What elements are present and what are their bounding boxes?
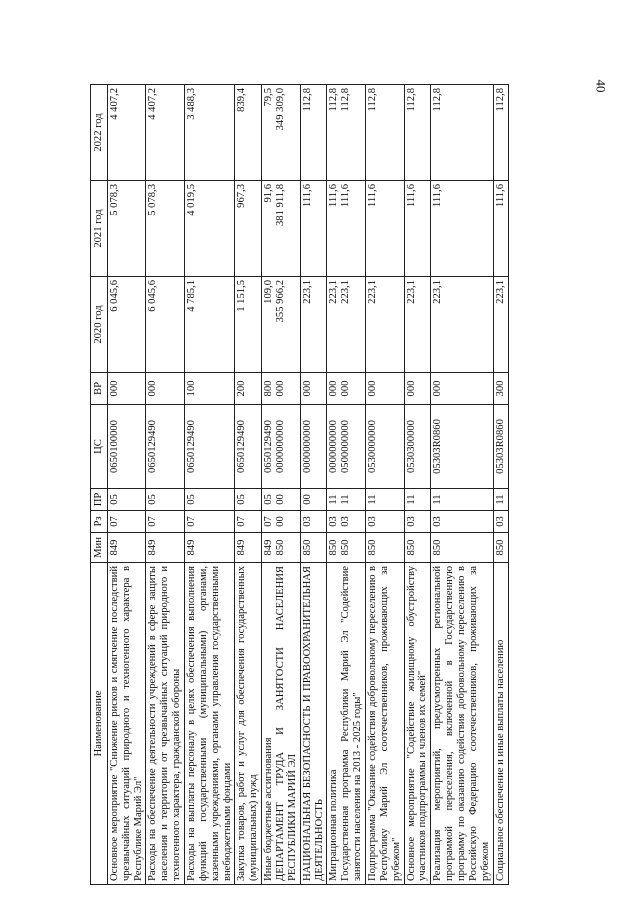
row-vr: 100 [185, 373, 235, 405]
row-vr: 000 [366, 373, 405, 405]
row-2020: 223,1 [328, 280, 340, 304]
row-name: Реализация мероприятий, предусмотренных региональной программой переселения, включенной в Государственную программу по оказанию содействия добровольному переселению в Российскую Федерацию соотечественников, проживающих за рубежом [431, 563, 493, 885]
row-2020: 355 966,2 [275, 280, 287, 323]
row-min: 850 [275, 539, 287, 556]
row-2020: 223,1 [404, 277, 431, 373]
row-rz: 03 [404, 511, 431, 533]
row-2021: 5 078,3 [107, 181, 146, 277]
row-min: 849 [146, 533, 185, 563]
header-vr: ВР [91, 373, 108, 405]
header-2022: 2022 год [91, 85, 108, 181]
row-pr: 00 [300, 489, 327, 511]
header-cs: ЦС [91, 405, 108, 489]
row-2022: 112,8 [340, 88, 352, 112]
row-name: НАЦИОНАЛЬНАЯ БЕЗОПАСНОСТЬ И ПРАВООХРАНИТЕЛЬНАЯ ДЕЯТЕЛЬНОСТЬ [300, 563, 327, 885]
row-pr: 05 [107, 489, 146, 511]
row-2021: 4 019,5 [185, 181, 235, 277]
row-pr-group [327, 489, 366, 511]
budget-table [90, 84, 509, 885]
row-2021: 967,3 [235, 181, 262, 277]
row-2020: 109,0 [263, 280, 275, 304]
row-name-group [327, 563, 366, 885]
row-rz: 07 [146, 511, 185, 533]
row-2020: 6 045,6 [146, 277, 185, 373]
row-cs: 0650129490 [185, 405, 235, 489]
table-row [107, 85, 146, 885]
row-name: Социальное обеспечение и иные выплаты населению [493, 563, 508, 885]
row-vr: 000 [431, 373, 493, 405]
header-name: Наименование [91, 563, 108, 885]
row-pr: 11 [366, 489, 405, 511]
row-pr: 05 [146, 489, 185, 511]
table-row [185, 85, 235, 885]
row-min: 850 [493, 533, 508, 563]
row-pr: 05 [235, 489, 262, 511]
row-cs: 0650129490 [146, 405, 185, 489]
row-name: Подпрограмма "Оказание содействия добровольному переселению в Республику Марий Эл соотечественников, проживающих за рубежом" [366, 563, 405, 885]
row-2022: 4 407,2 [146, 85, 185, 181]
row-2020: 223,1 [366, 277, 405, 373]
row-rz: 07 [263, 516, 275, 527]
row-2020: 6 045,6 [107, 277, 146, 373]
row-cs: 0650129490 [263, 420, 275, 473]
row-pr: 05 [263, 494, 275, 505]
row-2022-group [327, 85, 366, 181]
row-2021-group [327, 181, 366, 277]
row-min-group [262, 533, 301, 563]
row-min: 850 [328, 539, 340, 556]
row-name: Основное мероприятие "Содействие жилищному обустройству участников подпрограммы и членов их семей" [404, 563, 431, 885]
row-2020: 223,1 [340, 280, 352, 304]
row-2021: 111,6 [431, 181, 493, 277]
row-cs: 0000000000 [275, 420, 287, 473]
row-min: 849 [185, 533, 235, 563]
row-2021: 5 078,3 [146, 181, 185, 277]
header-rz: Рз [91, 511, 108, 533]
row-2021: 381 911,8 [275, 184, 287, 226]
row-cs-group [327, 405, 366, 489]
row-name: Основное мероприятие "Снижение рисков и смягчение последствий чрезвычайных ситуаций природного и техногенного характера в Республике Марий Эл" [107, 563, 146, 885]
row-rz: 07 [235, 511, 262, 533]
row-2021: 111,6 [404, 181, 431, 277]
row-2022: 112,8 [431, 85, 493, 181]
table-row-group [327, 85, 366, 885]
header-2021: 2021 год [91, 181, 108, 277]
row-pr: 11 [328, 494, 340, 505]
row-name: Государственная программа Республики Марий Эл "Содействие занятости населения на 2013 - 2025 годы" [340, 566, 364, 881]
header-2020: 2020 год [91, 277, 108, 373]
row-min: 849 [107, 533, 146, 563]
table-row [300, 85, 327, 885]
row-2022: 112,8 [328, 88, 340, 112]
row-min: 850 [300, 533, 327, 563]
row-cs: 0530300000 [404, 405, 431, 489]
row-2021: 111,6 [366, 181, 405, 277]
row-2022: 4 407,2 [107, 85, 146, 181]
row-vr: 000 [404, 373, 431, 405]
row-cs: 0650129490 [235, 405, 262, 489]
row-cs: 05303R0860 [431, 405, 493, 489]
row-min: 850 [404, 533, 431, 563]
row-2022: 349 309,0 [275, 88, 287, 131]
row-2022: 112,8 [404, 85, 431, 181]
table-row [431, 85, 493, 885]
row-pr-group [262, 489, 301, 511]
header-min: Мин [91, 533, 108, 563]
table-row-group [262, 85, 301, 885]
row-vr: 000 [107, 373, 146, 405]
row-rz: 03 [300, 511, 327, 533]
row-min: 850 [340, 539, 352, 556]
row-2022: 112,8 [493, 85, 508, 181]
row-rz-group [327, 511, 366, 533]
page-number: 40 [593, 79, 609, 93]
row-cs: 0650100000 [107, 405, 146, 489]
row-rz: 03 [493, 511, 508, 533]
row-2021: 111,6 [300, 181, 327, 277]
row-pr: 11 [340, 494, 352, 505]
row-rz: 03 [328, 516, 340, 527]
row-2021: 111,6 [340, 184, 352, 208]
row-rz: 03 [366, 511, 405, 533]
row-vr: 000 [146, 373, 185, 405]
row-2022: 3 488,3 [185, 85, 235, 181]
table-row [235, 85, 262, 885]
row-cs: 0000000000 [300, 405, 327, 489]
row-min: 850 [366, 533, 405, 563]
table-row [146, 85, 185, 885]
row-2022: 112,8 [366, 85, 405, 181]
row-min: 850 [431, 533, 493, 563]
row-pr: 05 [185, 489, 235, 511]
row-vr: 200 [235, 373, 262, 405]
row-name: ДЕПАРТАМЕНТ ТРУДА И ЗАНЯТОСТИ НАСЕЛЕНИЯ РЕСПУБЛИКИ МАРИЙ ЭЛ [275, 566, 298, 881]
row-name: Расходы на обеспечение деятельности учреждений в сфере защиты населения и территории от чрезвычайных ситуаций природного и техногенного характера, гражданской обороны [146, 563, 185, 885]
row-rz-group [262, 511, 301, 533]
row-vr-group [327, 373, 366, 405]
row-pr: 11 [493, 489, 508, 511]
row-rz: 03 [431, 511, 493, 533]
row-vr: 000 [300, 373, 327, 405]
row-2020: 223,1 [300, 277, 327, 373]
row-vr: 000 [328, 380, 340, 397]
row-2021: 111,6 [493, 181, 508, 277]
row-rz: 03 [340, 516, 352, 527]
row-2020-group [327, 277, 366, 373]
table-row [493, 85, 508, 885]
row-pr: 11 [404, 489, 431, 511]
row-cs: 0530000000 [366, 405, 405, 489]
row-name: Миграционная политика [328, 769, 340, 881]
rotated-budget-table-wrapper [90, 85, 638, 885]
row-2022: 112,8 [300, 85, 327, 181]
row-2020: 223,1 [431, 277, 493, 373]
row-name-group [262, 563, 301, 885]
row-min: 849 [263, 539, 275, 556]
row-vr: 800 [263, 380, 275, 397]
row-rz: 07 [185, 511, 235, 533]
row-2021: 111,6 [328, 184, 340, 208]
table-header-row [91, 85, 108, 885]
row-cs: 05303R0860 [493, 405, 508, 489]
row-vr-group [262, 373, 301, 405]
row-2022: 839,4 [235, 85, 262, 181]
row-name: Расходы на выплаты персоналу в целях обеспечения выполнения функций государственными (муниципальными) органами, казенными учреждениями, органами управления государственными внебюджетными фондами [185, 563, 235, 885]
row-vr: 000 [340, 380, 352, 397]
row-min-group [327, 533, 366, 563]
row-2020: 1 151,5 [235, 277, 262, 373]
row-pr: 00 [275, 494, 287, 505]
row-vr: 000 [275, 380, 287, 397]
row-cs: 0000000000 [328, 420, 340, 473]
row-2020: 4 785,1 [185, 277, 235, 373]
row-cs: 0500000000 [340, 420, 352, 473]
header-pr: ПР [91, 489, 108, 511]
row-pr: 11 [431, 489, 493, 511]
row-2022-group [262, 85, 301, 181]
row-cs-group [262, 405, 301, 489]
table-row [404, 85, 431, 885]
row-2020: 223,1 [493, 277, 508, 373]
row-rz: 07 [107, 511, 146, 533]
row-vr: 300 [493, 373, 508, 405]
table-row [366, 85, 405, 885]
row-name: Закупка товаров, работ и услуг для обеспечения государственных (муниципальных) нужд [235, 563, 262, 885]
row-2022: 79,5 [263, 88, 275, 107]
row-rz: 00 [275, 516, 287, 527]
row-2021-group [262, 181, 301, 277]
row-2021: 91,6 [263, 184, 275, 203]
row-min: 849 [235, 533, 262, 563]
row-2020-group [262, 277, 301, 373]
row-name: Иные бюджетные ассигнования [263, 737, 275, 881]
